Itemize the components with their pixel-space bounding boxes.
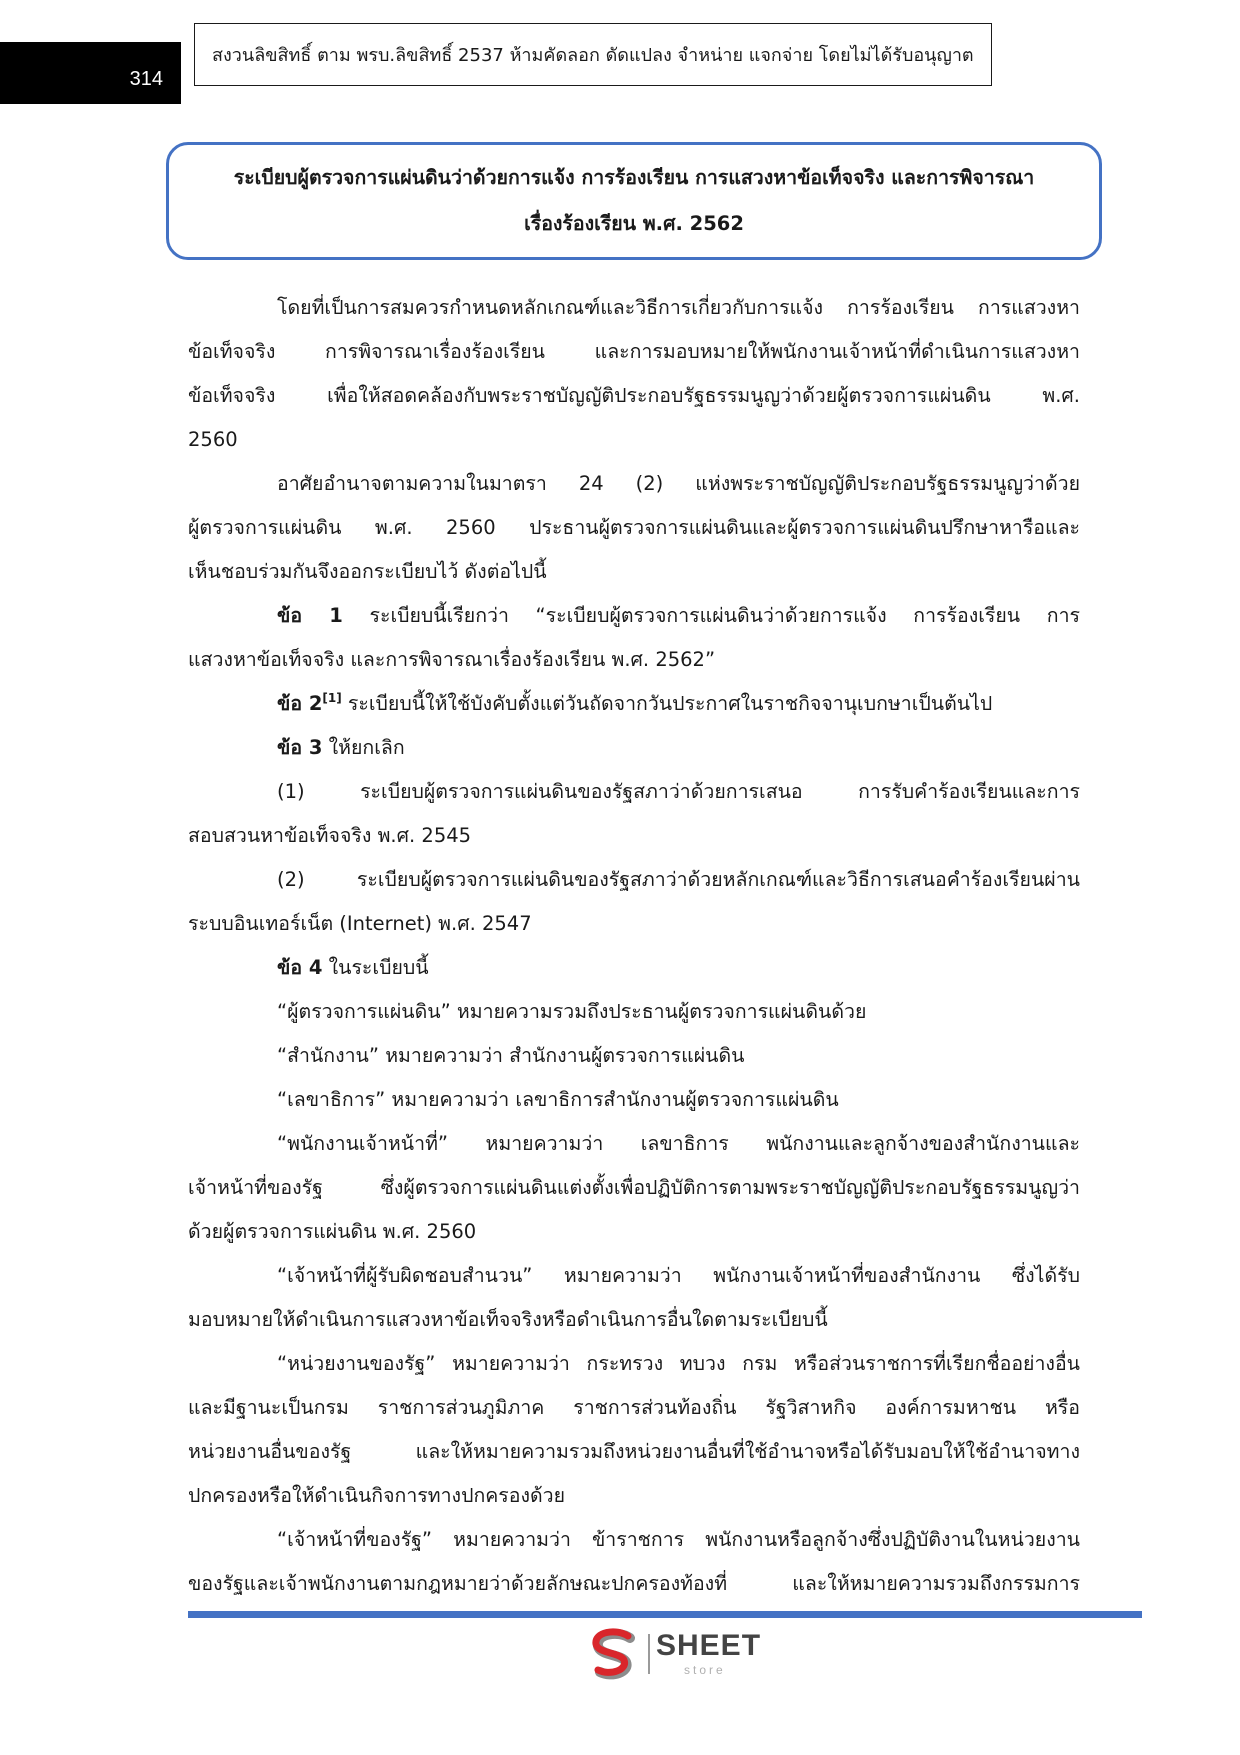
clause-text: ให้ยกเลิก: [322, 736, 405, 759]
body-line: เห็นชอบร่วมกันจึงออกระเบียบไว้ ดังต่อไปนี้: [188, 560, 547, 583]
definition-line: “เลขาธิการ” หมายความว่า เลขาธิการสำนักงานผู้ตรวจการแผ่นดิน: [277, 1088, 839, 1111]
clause-text: ระเบียบนี้ให้ใช้บังคับตั้งแต่วันถัดจากวันประกาศในราชกิจจานุเบกษาเป็นต้นไป: [341, 692, 993, 715]
body-line: (1) ระเบียบผู้ตรวจการแผ่นดินของรัฐสภาว่าด้วยการเสนอ การรับคำร้องเรียนและการ: [277, 780, 1080, 803]
body-line: ระบบอินเทอร์เน็ต (Internet) พ.ศ. 2547: [188, 912, 532, 935]
body-line: ข้อเท็จจริง เพื่อให้สอดคล้องกับพระราชบัญญัติประกอบรัฐธรรมนูญว่าด้วยผู้ตรวจการแผ่นดิน พ.ศ.: [188, 384, 1080, 407]
page-number-block: [0, 42, 181, 104]
clause-label: ข้อ 4: [277, 956, 323, 979]
page-number: 314: [129, 68, 163, 90]
sheet-store-logo: [588, 1628, 762, 1684]
body-line: ผู้ตรวจการแผ่นดิน พ.ศ. 2560 ประธานผู้ตรวจการแผ่นดินและผู้ตรวจการแผ่นดินปรึกษาหารือและ: [188, 516, 1080, 539]
footnote-ref: [1]: [322, 691, 342, 705]
definition-line: “สำนักงาน” หมายความว่า สำนักงานผู้ตรวจการแผ่นดิน: [277, 1044, 745, 1067]
body-line: เจ้าหน้าที่ของรัฐ ซึ่งผู้ตรวจการแผ่นดินแต่งตั้งเพื่อปฏิบัติการตามพระราชบัญญัติประกอบรัฐธรรมนูญว่า: [188, 1176, 1080, 1199]
definition-line: “ผู้ตรวจการแผ่นดิน” หมายความรวมถึงประธานผู้ตรวจการแผ่นดินด้วย: [277, 1000, 867, 1023]
sheet-s-logo-icon: [588, 1628, 644, 1684]
body-line: มอบหมายให้ดำเนินการแสวงหาข้อเท็จจริงหรือดำเนินการอื่นใดตามระเบียบนี้: [188, 1308, 828, 1331]
body-line: สอบสวนหาข้อเท็จจริง พ.ศ. 2545: [188, 824, 472, 847]
clause-label: ข้อ 2: [277, 692, 323, 715]
logo-divider: [648, 1634, 650, 1674]
logo-subtext: store: [684, 1663, 726, 1677]
clause-3: [188, 726, 1080, 770]
clause-label: ข้อ 3: [277, 736, 323, 759]
body-line: 2560: [188, 428, 238, 451]
body-line: ปกครองหรือให้ดำเนินกิจการทางปกครองด้วย: [188, 1484, 566, 1507]
title-line-2: เรื่องร้องเรียน พ.ศ. 2562: [524, 212, 744, 235]
title-line-1: ระเบียบผู้ตรวจการแผ่นดินว่าด้วยการแจ้ง การร้องเรียน การแสวงหาข้อเท็จจริง และการพิจารณา: [233, 166, 1035, 189]
definition-line: “เจ้าหน้าที่ของรัฐ” หมายความว่า ข้าราชการ พนักงานหรือลูกจ้างซึ่งปฏิบัติงานในหน่วยงาน: [277, 1528, 1080, 1551]
definition-line: “เจ้าหน้าที่ผู้รับผิดชอบสำนวน” หมายความว่า พนักงานเจ้าหน้าที่ของสำนักงาน ซึ่งได้รับ: [277, 1264, 1080, 1287]
body-line: ข้อเท็จจริง การพิจารณาเรื่องร้องเรียน และการมอบหมายให้พนักงานเจ้าหน้าที่ดำเนินการแสวงหา: [188, 340, 1080, 363]
clause-text: ในระเบียบนี้: [322, 956, 429, 979]
clause-2: [188, 682, 1080, 726]
clause-label: ข้อ 1: [277, 604, 343, 627]
body-line: ของรัฐและเจ้าพนักงานตามกฎหมายว่าด้วยลักษณะปกครองท้องที่ และให้หมายความรวมถึงกรรมการ: [188, 1572, 1080, 1595]
clause-1: [188, 594, 1080, 638]
definition-line: “พนักงานเจ้าหน้าที่” หมายความว่า เลขาธิการ พนักงานและลูกจ้างของสำนักงานและ: [277, 1132, 1080, 1155]
body-line: หน่วยงานอื่นของรัฐ และให้หมายความรวมถึงหน่วยงานอื่นที่ใช้อำนาจหรือได้รับมอบให้ใช้อำนาจทาง: [188, 1440, 1080, 1463]
document-body: [188, 286, 1080, 1606]
body-line: โดยที่เป็นการสมควรกำหนดหลักเกณฑ์และวิธีการเกี่ยวกับการแจ้ง การร้องเรียน การแสวงหา: [277, 296, 1080, 319]
footer-rule: [188, 1611, 1142, 1618]
body-line: (2) ระเบียบผู้ตรวจการแผ่นดินของรัฐสภาว่าด้วยหลักเกณฑ์และวิธีการเสนอคำร้องเรียนผ่าน: [277, 868, 1080, 891]
body-line: อาศัยอำนาจตามความในมาตรา 24 (2) แห่งพระราชบัญญัติประกอบรัฐธรรมนูญว่าด้วย: [277, 472, 1080, 495]
logo-wordmark: SHEET: [656, 1629, 762, 1662]
definition-line: “หน่วยงานของรัฐ” หมายความว่า กระทรวง ทบวง กรม หรือส่วนราชการที่เรียกชื่ออย่างอื่น: [277, 1352, 1080, 1375]
clause-text: ระเบียบนี้เรียกว่า “ระเบียบผู้ตรวจการแผ่นดินว่าด้วยการแจ้ง การร้องเรียน การ: [342, 604, 1080, 627]
copyright-notice: สงวนลิขสิทธิ์ ตาม พรบ.ลิขสิทธิ์ 2537 ห้ามคัดลอก ดัดแปลง จำหน่าย แจกจ่าย โดยไม่ได้รับอนุญาต: [194, 23, 992, 86]
body-line: และมีฐานะเป็นกรม ราชการส่วนภูมิภาค ราชการส่วนท้องถิ่น รัฐวิสาหกิจ องค์การมหาชน หรือ: [188, 1396, 1080, 1419]
document-title: [166, 142, 1102, 260]
clause-4: [188, 946, 1080, 990]
body-line: แสวงหาข้อเท็จจริง และการพิจารณาเรื่องร้องเรียน พ.ศ. 2562”: [188, 648, 716, 671]
body-line: ด้วยผู้ตรวจการแผ่นดิน พ.ศ. 2560: [188, 1220, 477, 1243]
